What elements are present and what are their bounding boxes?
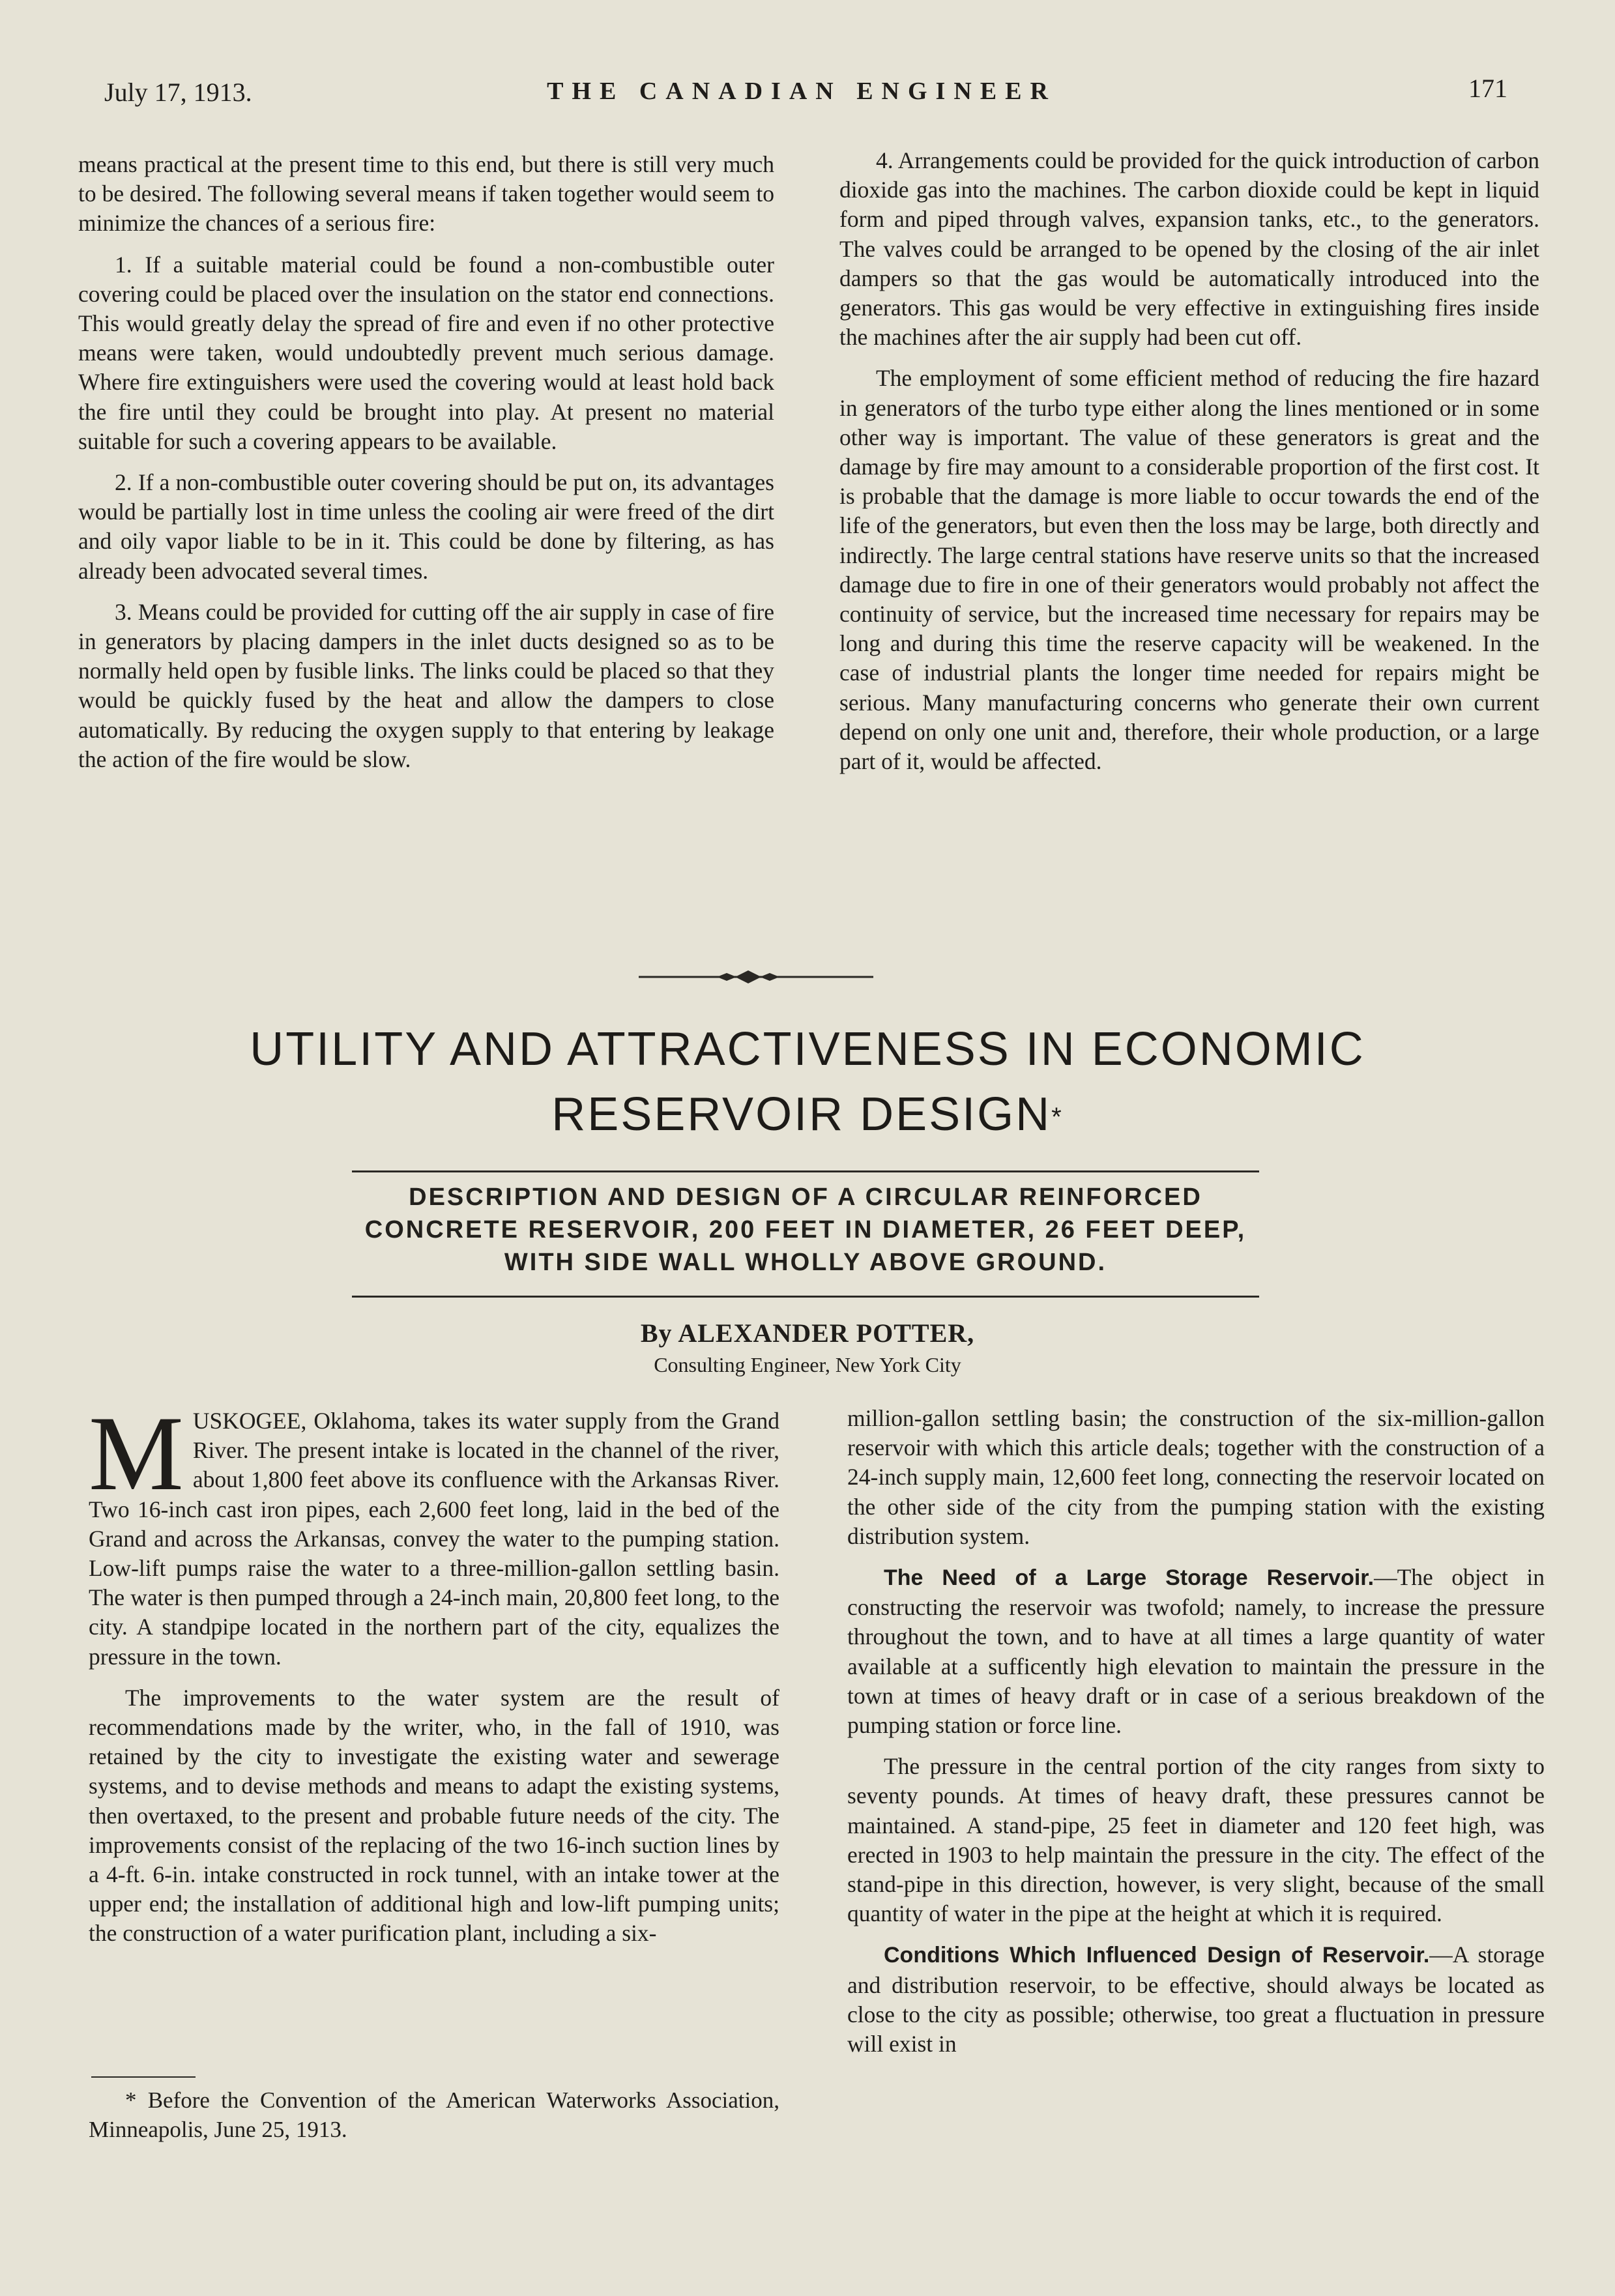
paragraph: 4. Arrangements could be provided for the quick introduction of carbon dioxide gas into the machines. The carbon dioxide could be kept in liquid form and piped through valves, expansion tanks, etc., to the generators. The valves could be arranged to be opened by the closing of the air inlet dampers so that the gas would be automatically introduced into the generators. This gas would be very effective in extinguishing fires inside the machines after the air supply had been cut off. <box>839 147 1539 351</box>
page-number: 171 <box>1468 74 1507 103</box>
article-right-column <box>847 1404 1545 2071</box>
subtitle-rule-bottom <box>352 1296 1259 1298</box>
paragraph: million-gallon settling basin; the construction of the six-million-gallon reservoir with which this article deals; together with the construction of a 24-inch supply main, 12,600 feet long, connecting the reservoir located on the other side of the city from the pumping station with the existing distribution system. <box>847 1405 1545 1549</box>
paragraph: 3. Means could be provided for cutting off the air supply in case of fire in generators by placing dampers in the inlet ducts designed so as to be normally held open by fusible links. The links could be placed so that they would be quickly fused by the heat and allow the dampers to close automatically. By reducing the oxygen supply to that entering by leakage the action of the fire would be slow. <box>78 598 774 772</box>
section-heading: Conditions Which Influenced Design of Reservoir. <box>884 1943 1430 1968</box>
footnote: * Before the Convention of the American Waterworks Association, Minneapolis, June 25, 1913. <box>89 2087 779 2142</box>
previous-article-left-column <box>78 150 774 786</box>
drop-cap: M <box>89 1395 184 1513</box>
paragraph: means practical at the present time to this end, but there is still very much to be desired. The following several means if taken together would seem to minimize the chances of a serious fire: <box>78 151 774 237</box>
section-divider-ornament <box>639 967 873 987</box>
paragraph-need-of-storage: The Need of a Large Storage Reservoir.—The object in constructing the reservoir was twofold; namely, to increase the pressure throughout the town, and to have at all times a large quantity of water available at a sufficently high elevation to maintain the pressure in the town at times of heavy draft or in case of a serious breakdown of the pumping station or force line. <box>847 1564 1545 1739</box>
section-heading: The Need of a Large Storage Reservoir. <box>884 1565 1375 1591</box>
author-affiliation: Consulting Engineer, New York City <box>654 1353 961 1376</box>
journal-title: THE CANADIAN ENGINEER <box>547 78 1056 105</box>
article-left-column <box>89 1395 779 1960</box>
running-head <box>0 73 1615 112</box>
footnote-marker: * <box>1051 1103 1064 1131</box>
opening-paragraph: MUSKOGEE, Oklahoma, takes its water supply from the Grand River. The present intake is located in the channel of the river, about 1,800 feet above its confluence with the Arkansas River. Two 16-inch cast iron pipes, each 2,600 feet long, laid in the bed of the Grand and across the Arkansas, convey the water to the pumping station. Low-lift pumps raise the water to a three-million-gallon settling basin. The water is then pumped through a 24-inch main, 20,800 feet long, to the city. A standpipe located in the northern part of the city, equalizes the pressure in the town. <box>89 1395 779 1670</box>
paragraph: The improvements to the water system are the result of recommendations made by the writer, who, in the fall of 1910, was retained by the city to investigate the existing water and sewerage systems, and to devise methods and means to adapt the existing systems, then overtaxed, to the present and probable future needs of the city. The improvements consist of the replacing of the two 16-inch suction lines by a 4-ft. 6-in. intake constructed in rock tunnel, with an intake tower at the upper end; the installation of additional high and low-lift pumping units; the construction of a water purification plant, including a six- <box>89 1684 779 1947</box>
paragraph: The pressure in the central portion of the city ranges from sixty to seventy pounds. At times of heavy draft, these pressures cannot be maintained. A stand-pipe, 25 feet in diameter and 120 feet high, was erected in 1903 to help maintain the pressure in the city. The effect of the stand-pipe in this direction, however, is very slight, because of the small quantity of water in the pipe at the height at which it is required. <box>847 1753 1545 1927</box>
footnote-rule <box>91 2076 196 2078</box>
subtitle-rule-top <box>352 1170 1259 1172</box>
paragraph: 1. If a suitable material could be found a non-combustible outer covering could be placed over the insulation on the stator end connections. This would greatly delay the spread of fire and even if no other protective means were taken, would undoubtedly prevent much serious damage. Where fire extinguishers were used the covering would at least hold back the fire until they could be brought into play. At present no material suitable for such a covering appears to be available. <box>78 251 774 454</box>
author-byline: By ALEXANDER POTTER, <box>640 1318 975 1348</box>
paragraph-conditions: Conditions Which Influenced Design of Reservoir.—A storage and distribution reservoir, to be effective, should always be located as close to the city as possible; otherwise, too great a fluctuation in pressure will exist in <box>847 1941 1545 2057</box>
previous-article-right-column <box>839 146 1539 788</box>
issue-date: July 17, 1913. <box>104 78 252 107</box>
article-subtitle: DESCRIPTION AND DESIGN OF A CIRCULAR REINFORCED CONCRETE RESERVOIR, 200 FEET IN DIAMETER, 26 FEET DEEP, WITH SIDE WALL WHOLLY ABOVE GROUND. <box>364 1184 1247 1276</box>
article-title <box>98 1017 1517 1147</box>
article-title-line-1: UTILITY AND ATTRACTIVENESS IN ECONOMIC <box>250 1023 1365 1075</box>
paragraph: The employment of some efficient method of reducing the fire hazard in generators of the turbo type either along the lines mentioned or in some other way is important. The value of these generators is great and the damage by fire may amount to a considerable proportion of the first cost. It is probable that the damage is more liable to occur towards the end of the life of the generators, but even then the loss may be large, both directly and indirectly. The large central stations have reserve units so that the increased damage due to fire in one of their generators would probably not affect the continuity of service, but the increased time necessary for repairs may be long and during this time the reserve capacity will be weakened. In the case of industrial plants the longer time needed for repairs might be serious. Many manufacturing concerns who generate their own current depend on only one unit and, therefore, their whole production, or a large part of it, would be affected. <box>839 365 1539 775</box>
paragraph: 2. If a non-combustible outer covering should be put on, its advantages would be partially lost in time unless the cooling air were freed of the dirt and oily vapor liable to be in it. This could be done by filtering, as has already been advocated several times. <box>78 469 774 584</box>
article-title-line-2: RESERVOIR DESIGN* <box>551 1088 1064 1141</box>
